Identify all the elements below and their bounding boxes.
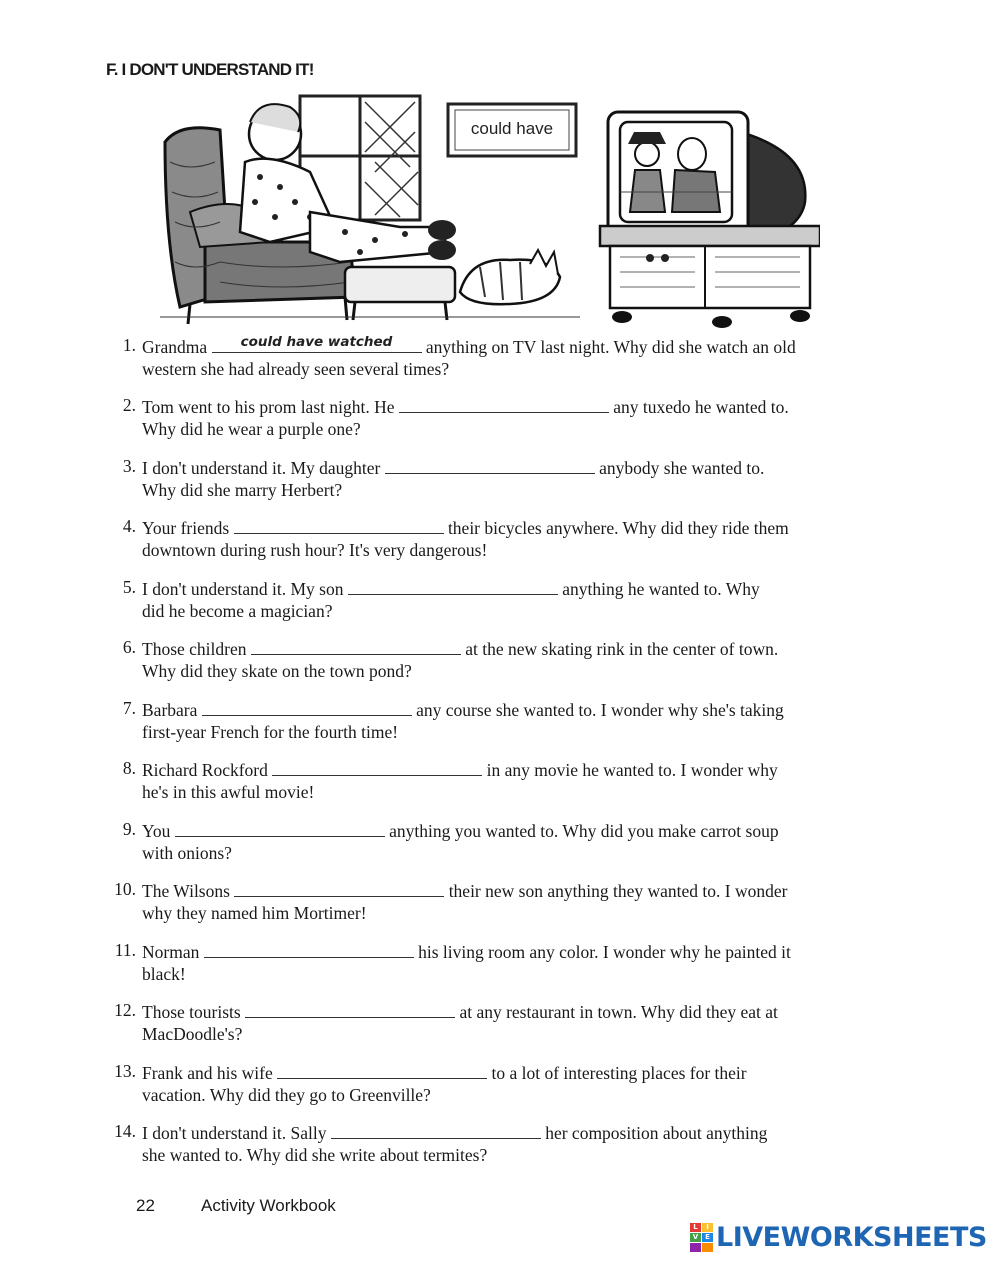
question-text-line2: he's in this awful movie! (142, 782, 315, 802)
answer-blank[interactable] (175, 818, 385, 837)
question-item (100, 878, 940, 924)
logo-mark-cell: E (702, 1233, 713, 1242)
question-text-after: his living room any color. I wonder why he painted it (418, 942, 791, 962)
answer-blank[interactable] (277, 1060, 487, 1079)
answer-value: could have watched (240, 334, 393, 350)
liveworksheets-mark-icon (690, 1223, 713, 1252)
question-number: 1. (122, 335, 136, 355)
answer-blank[interactable] (245, 999, 455, 1018)
question-text-before: Grandma (142, 337, 208, 357)
question-text-after: anything you wanted to. Why did you make carrot soup (389, 821, 779, 841)
answer-blank[interactable] (234, 878, 444, 897)
question-text-after: in any movie he wanted to. I wonder why (486, 760, 778, 780)
question-text-before: Your friends (142, 518, 230, 538)
question-text-before: Tom went to his prom last night. He (142, 397, 395, 417)
question-text-line2: Why did he wear a purple one? (142, 419, 361, 439)
question-text-line2: black! (142, 964, 186, 984)
question-item (100, 334, 940, 380)
question-text-after: anybody she wanted to. (599, 458, 765, 478)
answer-blank[interactable] (202, 697, 412, 716)
worksheet-title: F. I DON'T UNDERSTAND IT! (106, 60, 314, 79)
logo-mark-cell: I (702, 1223, 713, 1232)
question-text-line2: Why did they skate on the town pond? (142, 661, 412, 681)
question-number: 2. (122, 395, 136, 415)
question-text-line2: western she had already seen several times? (142, 359, 450, 379)
logo-mark-cell (690, 1243, 701, 1252)
question-text-before: I don't understand it. My daughter (142, 458, 381, 478)
question-text-after: their bicycles anywhere. Why did they ride them (447, 518, 789, 538)
question-item (100, 636, 940, 682)
question-text-line2: downtown during rush hour? It's very dangerous! (142, 540, 488, 560)
question-item (100, 697, 940, 743)
question-text-before: I don't understand it. Sally (142, 1123, 327, 1143)
question-number: 4. (122, 516, 136, 536)
book-title: Activity Workbook (201, 1196, 336, 1215)
answer-blank[interactable] (348, 576, 558, 595)
question-text-before: You (142, 821, 171, 841)
question-item (100, 576, 940, 622)
question-text-before: Those children (142, 639, 247, 659)
answer-blank[interactable] (212, 334, 422, 353)
answer-blank[interactable] (272, 757, 482, 776)
question-item (100, 757, 940, 803)
question-item (100, 394, 940, 440)
question-text-after: at any restaurant in town. Why did they eat at (459, 1002, 778, 1022)
liveworksheets-wordmark: LIVEWORKSHEETS (716, 1222, 987, 1253)
question-number: 14. (114, 1121, 136, 1141)
question-item (100, 818, 940, 864)
question-text-line2: first-year French for the fourth time! (142, 722, 399, 742)
question-text-after: any tuxedo he wanted to. (613, 397, 789, 417)
question-text-before: Those tourists (142, 1002, 241, 1022)
answer-blank[interactable] (234, 515, 444, 534)
logo-mark-cell: L (690, 1223, 701, 1232)
question-text-before: The Wilsons (142, 881, 230, 901)
question-number: 10. (114, 879, 136, 899)
logo-mark-cell (702, 1243, 713, 1252)
question-number: 7. (122, 698, 136, 718)
question-text-before: Frank and his wife (142, 1063, 273, 1083)
sign-text: could have (470, 119, 554, 138)
question-item (100, 1120, 940, 1166)
question-text-after: their new son anything they wanted to. I wonder (448, 881, 788, 901)
question-text-line2: with onions? (142, 843, 232, 863)
question-text-line2: she wanted to. Why did she write about termites? (142, 1145, 488, 1165)
question-number: 12. (114, 1000, 136, 1020)
question-text-line2: why they named him Mortimer! (142, 903, 367, 923)
question-number: 3. (122, 456, 136, 476)
liveworksheets-logo (690, 1222, 987, 1253)
question-text-after: any course she wanted to. I wonder why she's taking (416, 700, 784, 720)
question-number: 5. (122, 577, 136, 597)
question-text-after: anything on TV last night. Why did she watch an old (425, 337, 796, 357)
question-text-before: Richard Rockford (142, 760, 268, 780)
question-item (100, 1060, 940, 1106)
question-item (100, 939, 940, 985)
question-text-after: to a lot of interesting places for their (491, 1063, 747, 1083)
question-item (100, 515, 940, 561)
page-number: 22 (136, 1196, 155, 1215)
answer-blank[interactable] (204, 939, 414, 958)
question-text-after: her composition about anything (545, 1123, 768, 1143)
question-text-line2: MacDoodle's? (142, 1024, 243, 1044)
question-item (100, 999, 940, 1045)
answer-blank[interactable] (331, 1120, 541, 1139)
question-text-line2: vacation. Why did they go to Greenville? (142, 1085, 431, 1105)
question-item (100, 455, 940, 501)
question-text-before: Norman (142, 942, 200, 962)
question-number: 13. (114, 1061, 136, 1081)
answer-blank[interactable] (399, 394, 609, 413)
answer-blank[interactable] (251, 636, 461, 655)
question-number: 11. (114, 940, 136, 960)
question-text-line2: Why did she marry Herbert? (142, 480, 343, 500)
question-text-after: anything he wanted to. Why (562, 579, 760, 599)
question-text-before: I don't understand it. My son (142, 579, 344, 599)
question-text-after: at the new skating rink in the center of town. (465, 639, 779, 659)
question-number: 6. (122, 637, 136, 657)
grandma-tv-illustration (160, 92, 820, 328)
answer-blank[interactable] (385, 455, 595, 474)
question-number: 8. (122, 758, 136, 778)
question-text-before: Barbara (142, 700, 198, 720)
logo-mark-cell: V (690, 1233, 701, 1242)
question-number: 9. (122, 819, 136, 839)
question-text-line2: did he become a magician? (142, 601, 333, 621)
